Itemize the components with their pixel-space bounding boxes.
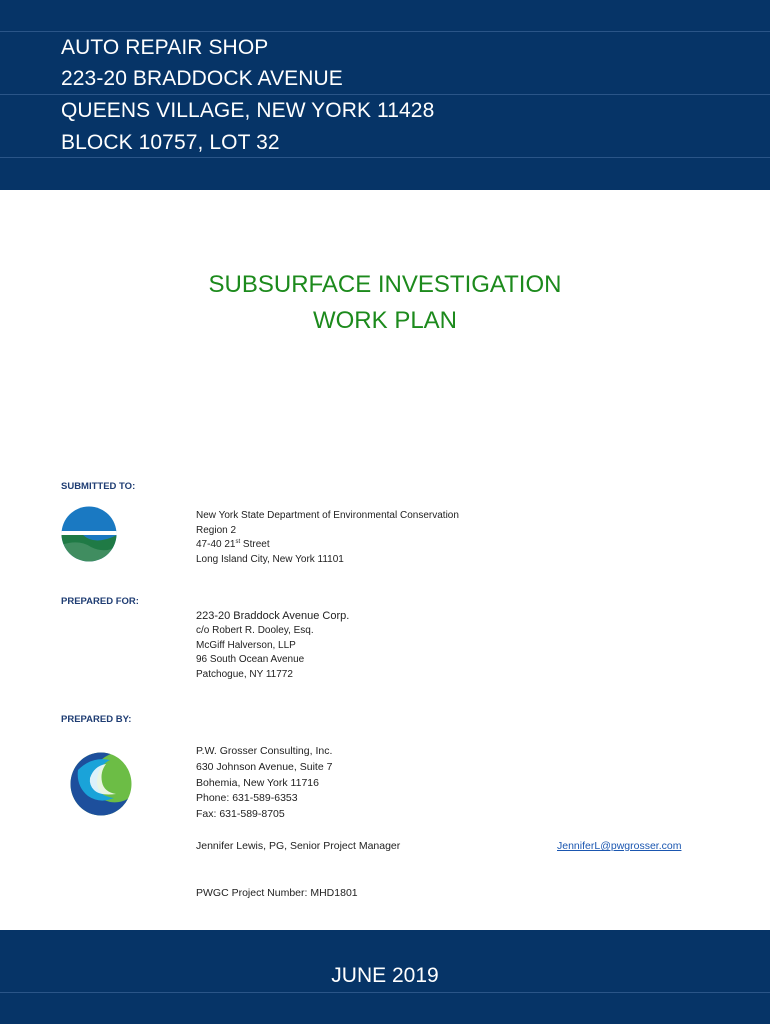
report-subtitle: WORK PLAN xyxy=(312,307,458,334)
consultant-city: Bohemia, New York 11716 xyxy=(196,776,319,789)
site-city: QUEENS VILLAGE, NEW YORK 11428 xyxy=(61,99,435,122)
header-rule xyxy=(0,31,770,32)
contact-name: Jennifer Lewis, PG, Senior Project Manager xyxy=(196,840,401,852)
client-city: Patchogue, NY 11772 xyxy=(196,668,293,680)
project-number-line xyxy=(196,886,358,902)
site-block-lot: BLOCK 10757, LOT 32 xyxy=(61,131,280,154)
consultant-name: P.W. Grosser Consulting, Inc. xyxy=(196,745,333,757)
header-band xyxy=(0,0,770,190)
consultant-fax: Fax: 631-589-8705 xyxy=(196,808,285,821)
prepared-for-contact xyxy=(196,624,314,682)
prepared-by-label: PREPARED BY: xyxy=(61,714,132,725)
pwgc-wave-logo-icon xyxy=(70,752,132,816)
header-rule xyxy=(0,94,770,95)
client-name: 223-20 Braddock Avenue Corp. xyxy=(196,610,350,622)
submitted-to-label: SUBMITTED TO: xyxy=(61,481,136,492)
prepared-for-label: PREPARED FOR: xyxy=(61,596,139,607)
street-ordinal: st xyxy=(235,539,241,545)
nysdec-logo-icon xyxy=(61,506,117,562)
report-title: SUBSURFACE INVESTIGATION xyxy=(208,271,562,298)
client-attn: c/o Robert R. Dooley, Esq. xyxy=(196,625,314,636)
agency-name: New York State Department of Environmental Conservation xyxy=(196,510,459,521)
contact-line xyxy=(196,839,400,855)
street-number: 47-40 21 xyxy=(196,539,236,550)
footer-band xyxy=(0,930,770,1024)
project-number: PWGC Project Number: MHD1801 xyxy=(196,887,358,899)
agency-region: Region 2 xyxy=(196,524,237,536)
prepared-by-address xyxy=(196,744,332,823)
report-date: JUNE 2019 xyxy=(331,964,439,987)
contact-email-link[interactable]: JenniferL@pwgrosser.com xyxy=(557,840,682,852)
street-suffix: Street xyxy=(240,539,270,550)
site-name: AUTO REPAIR SHOP xyxy=(61,36,269,59)
prepared-for-address xyxy=(196,609,349,624)
footer-rule xyxy=(0,992,770,993)
header-rule xyxy=(0,157,770,158)
client-firm: McGiff Halverson, LLP xyxy=(196,639,296,651)
site-address: 223-20 BRADDOCK AVENUE xyxy=(61,67,343,90)
consultant-street: 630 Johnson Avenue, Suite 7 xyxy=(196,760,333,773)
consultant-phone: Phone: 631-589-6353 xyxy=(196,792,298,805)
client-street: 96 South Ocean Avenue xyxy=(196,654,305,665)
agency-street xyxy=(196,538,459,553)
agency-city: Long Island City, New York 11101 xyxy=(196,553,344,565)
submitted-to-address xyxy=(196,509,459,567)
